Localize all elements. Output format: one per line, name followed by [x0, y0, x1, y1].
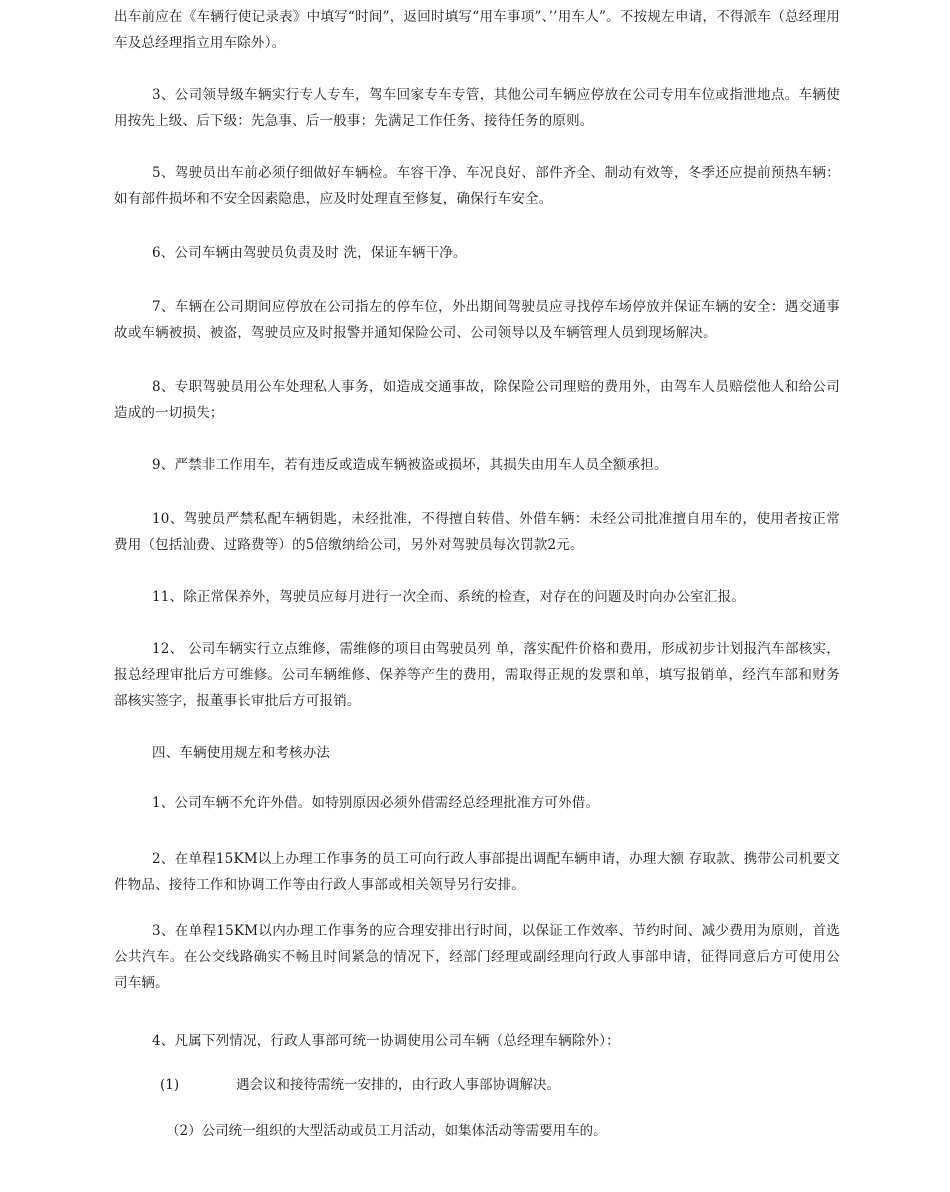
paragraph-rule-9-non-work: 9、严禁非工作用车，若有违反或造成车辆被盗或损坏，其损失由用车人员全额承担。: [152, 457, 668, 473]
list-item-text: 遇会议和接待需统一安排的，由行政人事部协调解决。: [236, 1077, 560, 1093]
list-item-text: （2）公司统一组织的大型活动或员工月活动，如集体活动等需要用车的。: [166, 1123, 607, 1139]
paragraph-rule-8-private-use: 8、专职驾驶员用公车处理私人事务，如造成交通事故，除保险公司理赔的费用外，由驾车人员赔偿他人和给公司造成的一切损失；: [114, 379, 840, 421]
paragraph-rule-7-accident: 7、车辆在公司期间应停放在公司指左的停车位，外出期间驾驶员应寻找停车场停放并保证车辆的安全：遇交通事故或车辆被损、被盗，驾驶员应及时报警并通知保险公司、公司领导以及车辆管理人员到现场解决。: [114, 299, 840, 341]
list-item-coordination-2: [166, 1118, 607, 1144]
paragraph-rule-12-repair: 12、 公司车辆实行立点维修，需维修的项目由驾驶员列 单，落实配件价格和费用，形成初步计划报汽车部核实，报总经理审批后方可维修。公司车辆维修、保养等产生的费用，需取得正规的发票和单，填写报销单，经汽车部和财务部核实签字，报董事长审批后方可报销。: [114, 641, 840, 709]
paragraph-rule-10-keys: 10、驾驶员严禁私配车辆钥匙，未经批准，不得擅自转借、外借车辆：未经公司批准擅自用车的，使用者按正常费用（包括汕费、过路费等）的5倍缴纳给公司，另外对驾驶员每次罚款2元。: [114, 511, 840, 553]
paragraph-dispatch-record: 出车前应在《车辆行使记录表》中填写“时间”，返回时填写“用车事项”、’’用车人”。不按规左申请，不得派车（总经理用车及总经理指立用车除外）。: [114, 9, 840, 51]
list-item-coordination-1: [160, 1072, 560, 1098]
list-item-number: (1): [160, 1077, 180, 1093]
paragraph-rule-6-washing: 6、公司车辆由驾驶员负责及时 洗，保证车辆干净。: [152, 245, 467, 261]
paragraph-usage-2-over-15km: 2、在单程15KM以上办理工作事务的员工可向行政人事部提出调配车辆申请，办理大额 存取款、携带公司机要文件物品、接待工作和协调工作等由行政人事部或相关领导另行安排。: [114, 851, 840, 893]
paragraph-rule-5-inspection: 5、驾驶员出车前必须仔细做好车辆检。车容干净、车况良好、部件齐全、制动有效等，冬季还应提前预热车辆：如有部件损坏和不安全因素隐患，应及时处理直至修复，确保行车安全。: [114, 165, 840, 207]
paragraph-usage-1-no-lending: 1、公司车辆不允许外借。如特别原因必须外借需经总经理批准方可外借。: [152, 795, 600, 811]
paragraph-usage-3-within-15km: 3、在单程15KM以内办理工作事务的应合理安排出行时间，以保证工作效率、节约时间、减少费用为原则，首选公共汽车。在公交线路确实不畅且时间紧急的情况下，经部门经理或副经理向行政人事部申请，征得同意后方可使用公司车辆。: [114, 923, 840, 991]
section-heading-usage-rules: 四、车辆使用规左和考核办法: [152, 745, 331, 761]
paragraph-usage-4-coordination: 4、凡属下列情况，行政人事部可统一协调使用公司车辆（总经理车辆除外）：: [152, 1033, 620, 1049]
paragraph-rule-3-parking: 3、公司领导级车辆实行专人专车，驾车回家专车专管，其他公司车辆应停放在公司专用车位或指泄地点。车辆使用按先上级、后下级：先急事、后一般事：先满足工作任务、接待任务的原则。: [114, 87, 840, 129]
paragraph-rule-11-check: 11、除正常保养外，驾驶员应每月进行一次全而、系统的检查，对存在的问题及时向办公室汇报。: [152, 589, 745, 605]
